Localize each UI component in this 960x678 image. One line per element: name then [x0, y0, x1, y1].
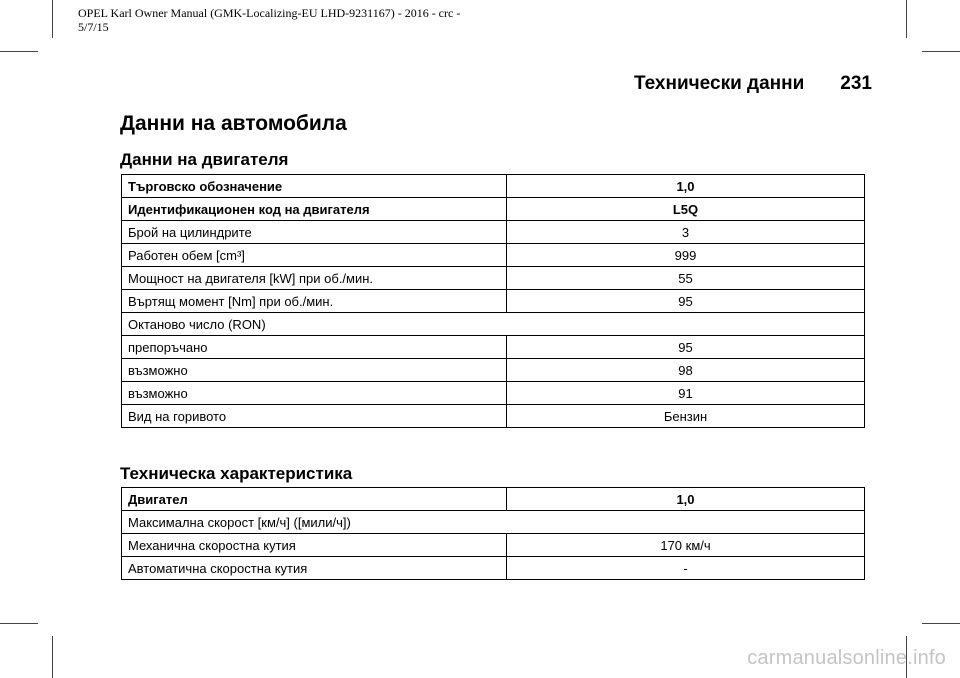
- row-value: 55: [507, 267, 865, 290]
- row-value: 999: [507, 244, 865, 267]
- table-header-row: [122, 175, 865, 198]
- row-value: 95: [507, 290, 865, 313]
- row-value: L5Q: [507, 198, 865, 221]
- table-row: [122, 405, 865, 428]
- crop-mark: [0, 623, 38, 624]
- row-label: възможно: [122, 382, 507, 405]
- header-label: Двигател: [122, 488, 507, 511]
- table-row: [122, 290, 865, 313]
- row-value: 170 км/ч: [507, 534, 865, 557]
- table-row: [122, 359, 865, 382]
- row-label: Вид на горивото: [122, 405, 507, 428]
- crop-mark: [922, 51, 960, 52]
- print-metadata-line: 5/7/15: [78, 20, 109, 34]
- header-value: 1,0: [507, 175, 865, 198]
- row-label: Работен обем [cm³]: [122, 244, 507, 267]
- row-label: Механична скоростна кутия: [122, 534, 507, 557]
- crop-mark: [52, 636, 53, 678]
- row-label: Въртящ момент [Nm] при об./мин.: [122, 290, 507, 313]
- watermark: carmanualsonline.info: [747, 647, 946, 669]
- row-label: Максимална скорост [км/ч] ([мили/ч]): [122, 511, 865, 534]
- table-row: [122, 534, 865, 557]
- print-metadata: [78, 6, 518, 34]
- page-number: 231: [840, 73, 872, 94]
- table-row: [122, 336, 865, 359]
- crop-mark: [906, 0, 907, 38]
- print-metadata-line: OPEL Karl Owner Manual (GMK-Localizing-EU LHD-9231167) - 2016 - crc -: [78, 6, 461, 20]
- page-title: Данни на автомобила: [120, 112, 347, 135]
- crop-mark: [922, 623, 960, 624]
- table-row: [122, 221, 865, 244]
- row-label: Брой на цилиндрите: [122, 221, 507, 244]
- row-value: Бензин: [507, 405, 865, 428]
- engine-data-table: [121, 174, 865, 428]
- header-value: 1,0: [507, 488, 865, 511]
- header-label: Търговско обозначение: [122, 175, 507, 198]
- table-row: [122, 382, 865, 405]
- table-row: [122, 557, 865, 580]
- table-row: [122, 267, 865, 290]
- performance-table: [121, 487, 865, 580]
- section-name: Технически данни: [633, 73, 805, 94]
- row-label: Автоматична скоростна кутия: [122, 557, 507, 580]
- table-row: [122, 244, 865, 267]
- row-label: препоръчано: [122, 336, 507, 359]
- row-value: 98: [507, 359, 865, 382]
- table-header-row: [122, 488, 865, 511]
- crop-mark: [0, 51, 38, 52]
- row-value: 3: [507, 221, 865, 244]
- row-label: Мощност на двигателя [kW] при об./мин.: [122, 267, 507, 290]
- row-label: Октаново число (RON): [122, 313, 865, 336]
- performance-heading: Техническа характеристика: [120, 464, 353, 483]
- row-value: 95: [507, 336, 865, 359]
- row-label: Идентификационен код на двигателя: [122, 198, 507, 221]
- table-row: [122, 313, 865, 336]
- crop-mark: [52, 0, 53, 38]
- running-head: [634, 73, 872, 95]
- row-value: 91: [507, 382, 865, 405]
- row-label: възможно: [122, 359, 507, 382]
- table-row: [122, 511, 865, 534]
- row-value: -: [507, 557, 865, 580]
- engine-data-heading: Данни на двигателя: [120, 150, 289, 169]
- table-row: [122, 198, 865, 221]
